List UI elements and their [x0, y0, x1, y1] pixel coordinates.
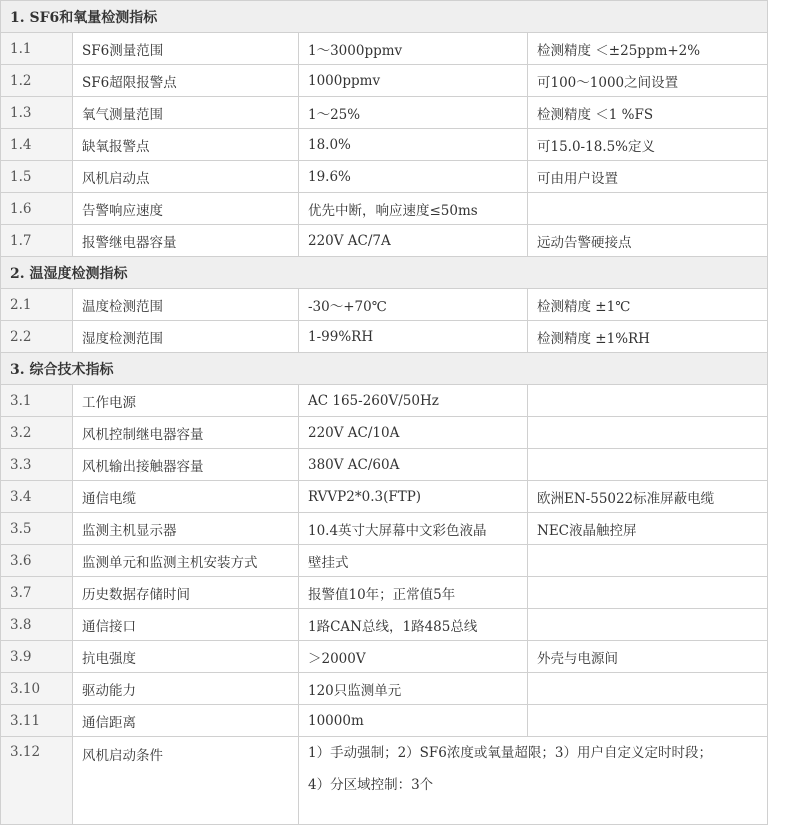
row-item: 风机启动条件 — [73, 737, 299, 825]
table-row-fan-start-conditions — [1, 737, 768, 825]
row-number: 3.4 — [1, 481, 73, 513]
row-value: 380V AC/60A — [299, 449, 528, 481]
row-note: 可15.0-18.5%定义 — [528, 129, 768, 161]
table-row — [1, 513, 768, 545]
row-value-multiline — [299, 737, 768, 825]
section-title: 1. SF6和氧量检测指标 — [1, 1, 768, 33]
row-value: AC 165-260V/50Hz — [299, 385, 528, 417]
condition-line-1: 1）手动强制；2）SF6浓度或氧量超限；3）用户自定义定时时段； — [308, 745, 712, 761]
row-number: 3.10 — [1, 673, 73, 705]
row-item: 报警继电器容量 — [73, 225, 299, 257]
row-item: 风机启动点 — [73, 161, 299, 193]
row-value: 120只监测单元 — [299, 673, 528, 705]
row-number: 1.7 — [1, 225, 73, 257]
table-row — [1, 641, 768, 673]
row-note — [528, 577, 768, 609]
row-note: 欧洲EN-55022标准屏蔽电缆 — [528, 481, 768, 513]
row-note: 可100～1000之间设置 — [528, 65, 768, 97]
row-note — [528, 385, 768, 417]
table-row — [1, 161, 768, 193]
section-title: 2. 温湿度检测指标 — [1, 257, 768, 289]
row-number: 3.7 — [1, 577, 73, 609]
row-number: 1.5 — [1, 161, 73, 193]
condition-line-2: 4）分区域控制：3个 — [308, 777, 434, 793]
table-row — [1, 545, 768, 577]
row-note: 检测精度 ＜1 %FS — [528, 97, 768, 129]
row-note — [528, 705, 768, 737]
table-row — [1, 97, 768, 129]
table-row — [1, 705, 768, 737]
row-item: 温度检测范围 — [73, 289, 299, 321]
row-value: 1路CAN总线，1路485总线 — [299, 609, 528, 641]
row-value: -30～+70℃ — [299, 289, 528, 321]
table-row — [1, 481, 768, 513]
table-row — [1, 33, 768, 65]
row-item: 告警响应速度 — [73, 193, 299, 225]
row-note: 远动告警硬接点 — [528, 225, 768, 257]
row-value: 优先中断，响应速度≤50ms — [299, 193, 528, 225]
row-note — [528, 609, 768, 641]
row-item: 抗电强度 — [73, 641, 299, 673]
row-number: 1.2 — [1, 65, 73, 97]
row-item: 监测主机显示器 — [73, 513, 299, 545]
row-item: 监测单元和监测主机安装方式 — [73, 545, 299, 577]
row-value: 1～25% — [299, 97, 528, 129]
row-number: 3.11 — [1, 705, 73, 737]
row-item: 历史数据存储时间 — [73, 577, 299, 609]
row-number: 3.6 — [1, 545, 73, 577]
row-item: 风机输出接触器容量 — [73, 449, 299, 481]
row-number: 3.5 — [1, 513, 73, 545]
row-number: 3.12 — [1, 737, 73, 825]
table-row — [1, 609, 768, 641]
row-item: 通信电缆 — [73, 481, 299, 513]
row-value: 壁挂式 — [299, 545, 528, 577]
row-value: 报警值10年；正常值5年 — [299, 577, 528, 609]
row-note: 检测精度 ＜±25ppm+2% — [528, 33, 768, 65]
row-note — [528, 193, 768, 225]
row-item: 驱动能力 — [73, 673, 299, 705]
row-note — [528, 673, 768, 705]
table-row — [1, 129, 768, 161]
row-item: 缺氧报警点 — [73, 129, 299, 161]
row-note — [528, 417, 768, 449]
row-value: 1000ppmv — [299, 65, 528, 97]
row-number: 1.6 — [1, 193, 73, 225]
row-value: 1～3000ppmv — [299, 33, 528, 65]
row-number: 2.2 — [1, 321, 73, 353]
section-header-3 — [1, 353, 768, 385]
row-note: 检测精度 ±1℃ — [528, 289, 768, 321]
row-number: 3.3 — [1, 449, 73, 481]
row-number: 2.1 — [1, 289, 73, 321]
table-row — [1, 321, 768, 353]
row-value: 10000m — [299, 705, 528, 737]
spec-table-body — [1, 1, 768, 825]
row-item: SF6测量范围 — [73, 33, 299, 65]
row-item: 工作电源 — [73, 385, 299, 417]
row-value: 19.6% — [299, 161, 528, 193]
row-note: NEC液晶触控屏 — [528, 513, 768, 545]
row-value: 1-99%RH — [299, 321, 528, 353]
row-value: 220V AC/7A — [299, 225, 528, 257]
row-item: SF6超限报警点 — [73, 65, 299, 97]
table-row — [1, 225, 768, 257]
table-row — [1, 673, 768, 705]
row-item: 湿度检测范围 — [73, 321, 299, 353]
table-row — [1, 385, 768, 417]
table-row — [1, 289, 768, 321]
table-row — [1, 449, 768, 481]
section-title: 3. 综合技术指标 — [1, 353, 768, 385]
row-item: 风机控制继电器容量 — [73, 417, 299, 449]
row-value: 18.0% — [299, 129, 528, 161]
row-note: 外壳与电源间 — [528, 641, 768, 673]
section-header-1 — [1, 1, 768, 33]
row-item: 通信距离 — [73, 705, 299, 737]
row-note — [528, 545, 768, 577]
table-row — [1, 65, 768, 97]
row-note: 检测精度 ±1%RH — [528, 321, 768, 353]
row-item: 通信接口 — [73, 609, 299, 641]
row-number: 3.2 — [1, 417, 73, 449]
row-value: ＞2000V — [299, 641, 528, 673]
table-row — [1, 577, 768, 609]
table-row — [1, 193, 768, 225]
row-value: 220V AC/10A — [299, 417, 528, 449]
table-row — [1, 417, 768, 449]
row-number: 3.1 — [1, 385, 73, 417]
row-note: 可由用户设置 — [528, 161, 768, 193]
row-value: 10.4英寸大屏幕中文彩色液晶 — [299, 513, 528, 545]
row-note — [528, 449, 768, 481]
section-header-2 — [1, 257, 768, 289]
row-number: 3.9 — [1, 641, 73, 673]
row-item: 氧气测量范围 — [73, 97, 299, 129]
row-number: 1.3 — [1, 97, 73, 129]
row-number: 1.4 — [1, 129, 73, 161]
row-value: RVVP2*0.3(FTP) — [299, 481, 528, 513]
row-number: 1.1 — [1, 33, 73, 65]
row-number: 3.8 — [1, 609, 73, 641]
